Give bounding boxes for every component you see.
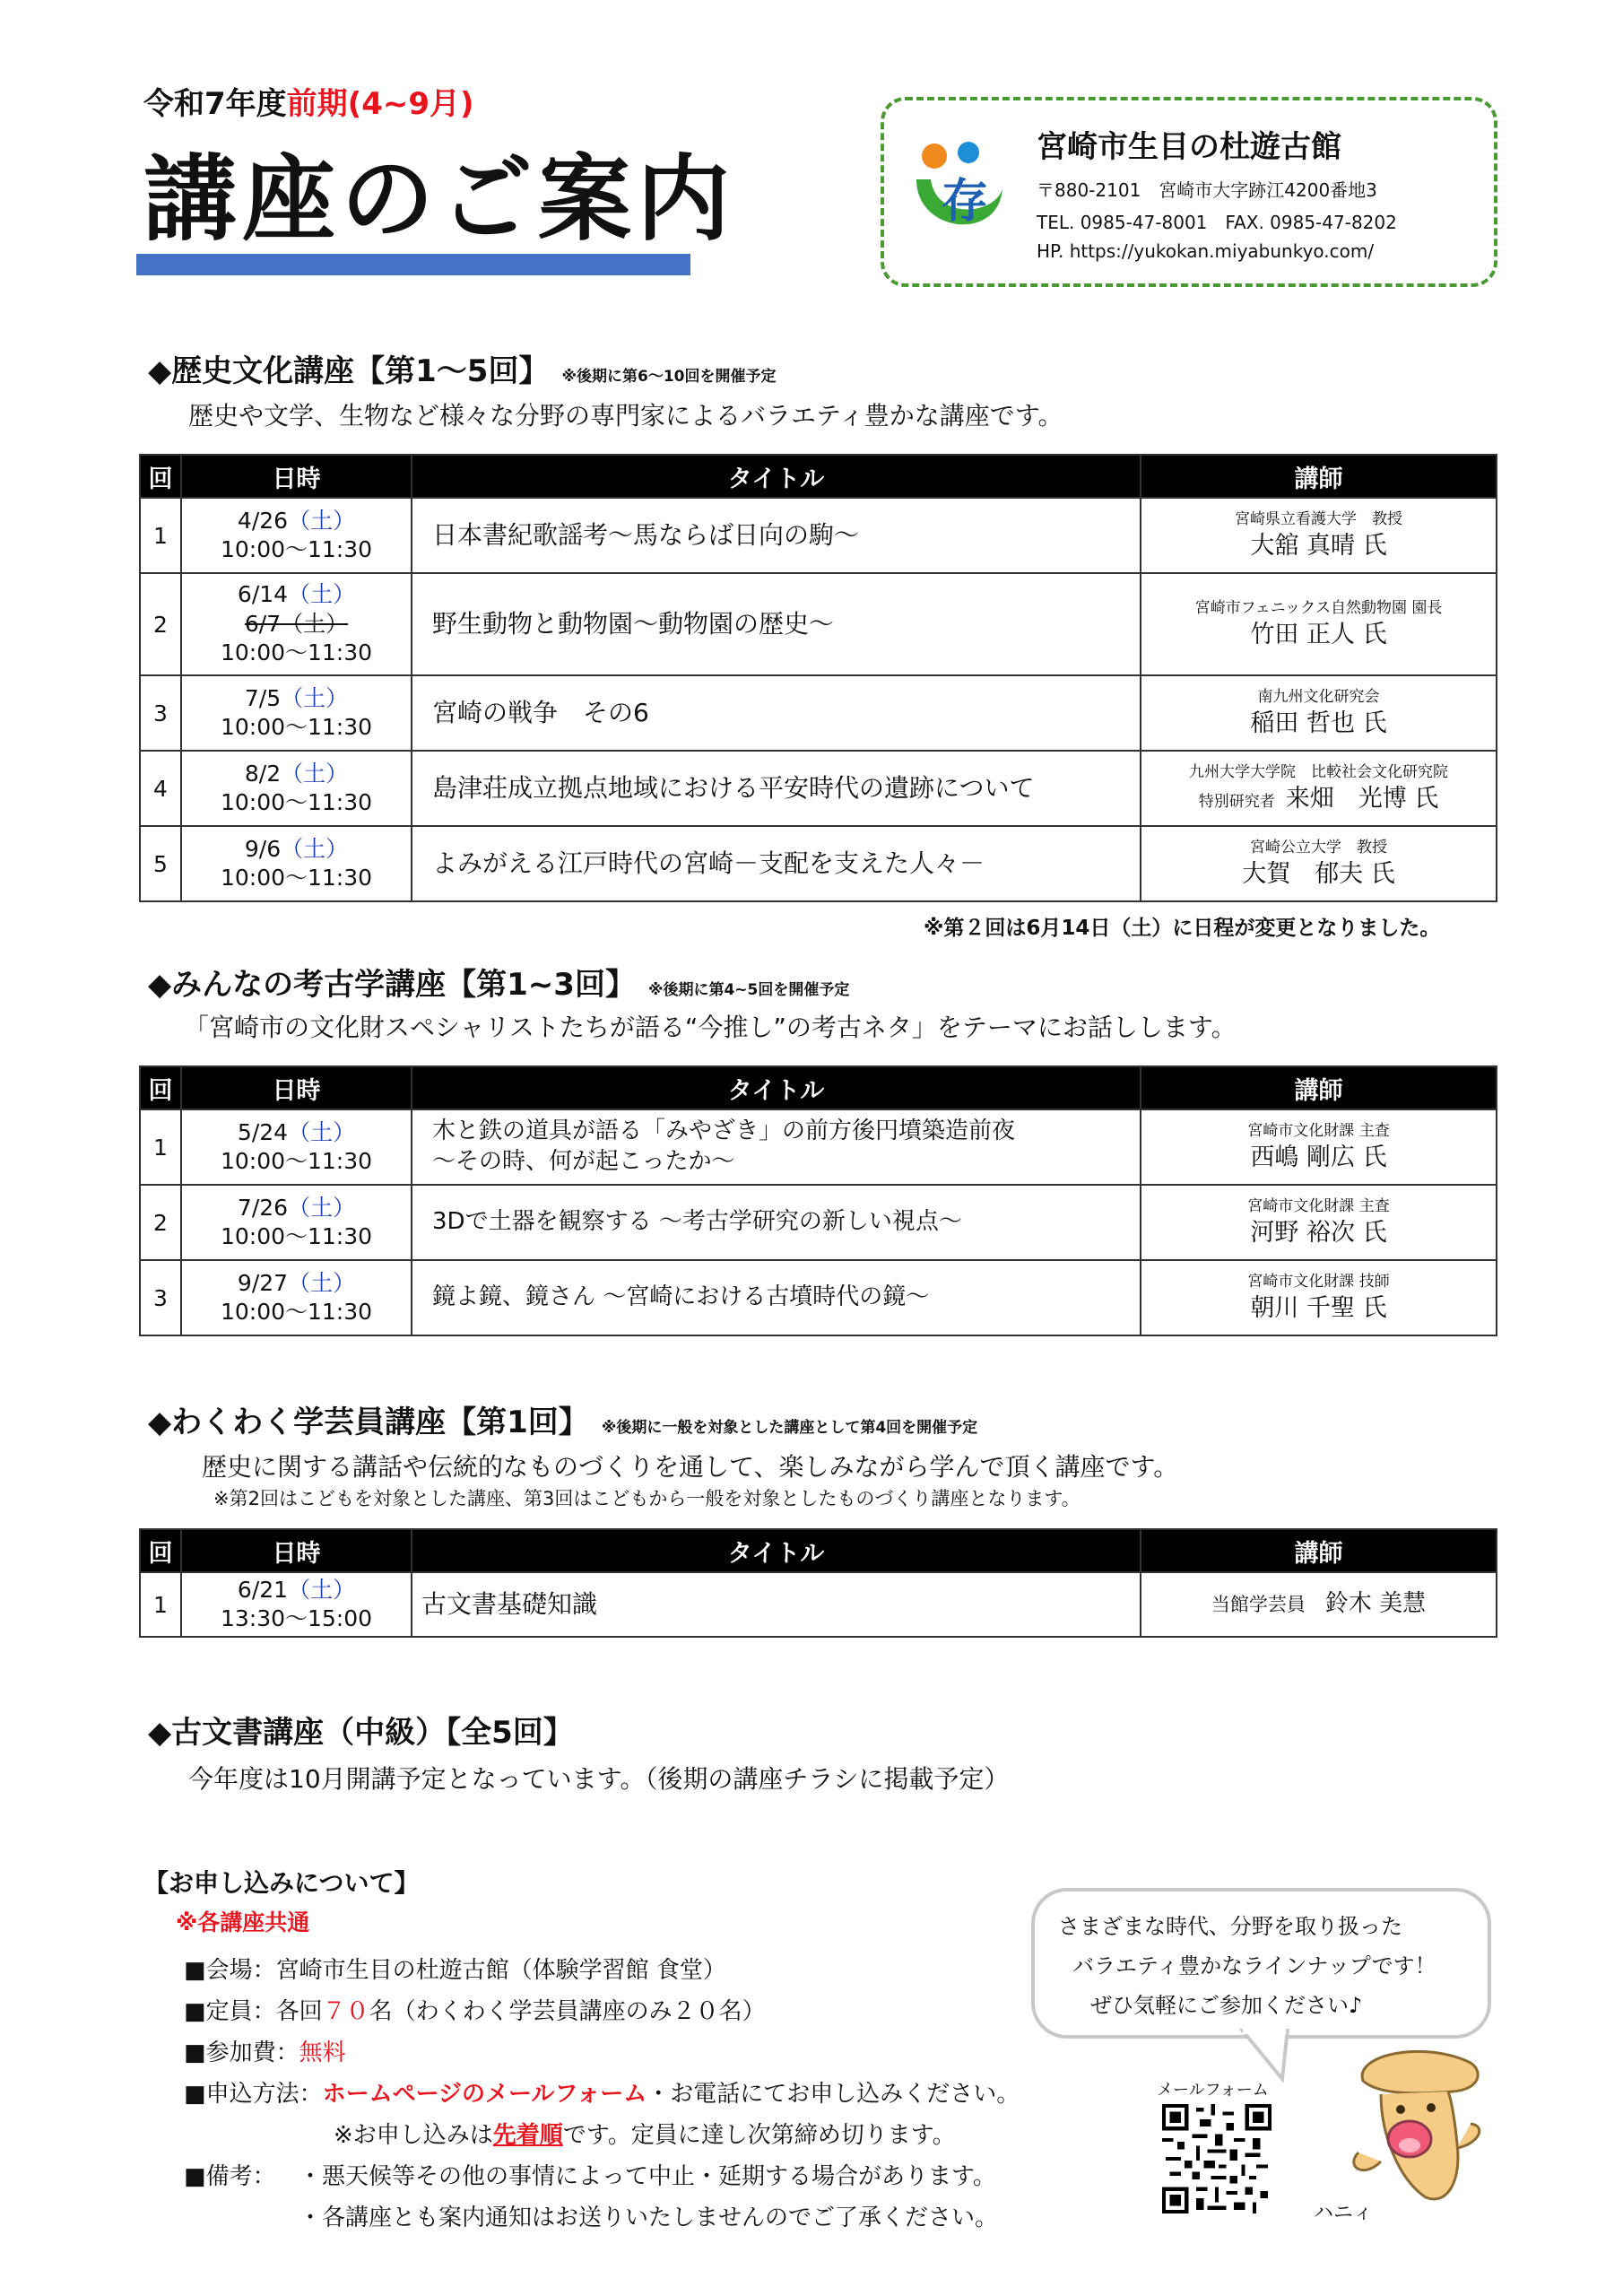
- row-title: 宮崎の戦争 その6: [412, 675, 1141, 751]
- row-date: [181, 1185, 412, 1260]
- table-row: [140, 675, 1497, 751]
- table-row: [140, 498, 1497, 573]
- col-no: 回: [140, 1066, 181, 1109]
- col-date: 日時: [181, 455, 412, 498]
- date: 7/26: [237, 1194, 289, 1221]
- svg-text:存: 存: [941, 175, 989, 229]
- order-post: です。定員に達し次第締め切ります。: [562, 2122, 956, 2149]
- method-line: [184, 2075, 1020, 2109]
- col-date: 日時: [181, 1529, 412, 1572]
- affiliation: 宮崎公立大学 教授: [1250, 839, 1387, 857]
- date: 5/24: [237, 1118, 289, 1145]
- time: 10:00～11:30: [220, 1223, 373, 1249]
- curator-lecture-table: [139, 1528, 1497, 1638]
- common-note: ※各講座共通: [176, 1909, 310, 1935]
- affiliation-title: 特別研究者: [1198, 792, 1275, 811]
- weekday: （土）: [288, 1194, 356, 1221]
- col-lecturer: 講師: [1141, 1066, 1497, 1109]
- fiscal-year: 令和7年度: [143, 86, 287, 122]
- date: 8/2: [244, 760, 282, 787]
- section-description: 「宮崎市の文化財スペシャリストたちが語る“今推し”の考古ネタ」をテーマにお話しします。: [184, 1013, 1237, 1042]
- section-description: 歴史や文学、生物など様々な分野の専門家によるバラエティ豊かな講座です。: [188, 401, 1063, 430]
- date: 9/27: [237, 1269, 289, 1296]
- row-no: 1: [140, 1109, 181, 1185]
- section-sub-note: ※第2回はこどもを対象とした講座、第3回はこどもから一般を対象としたものづくり講座となります。: [213, 1488, 1081, 1509]
- weekday: （土）: [288, 507, 356, 534]
- remarks-label: ■備考：: [184, 2163, 276, 2190]
- lecturer-name: 河野 裕次 氏: [1250, 1218, 1387, 1247]
- weekday: （土）: [281, 760, 349, 787]
- table-row: [140, 573, 1497, 675]
- row-no: 2: [140, 573, 181, 675]
- time: 10:00～11:30: [220, 714, 373, 740]
- title-subline: ～その時、何が起こったか～: [432, 1148, 735, 1175]
- weekday: （土）: [281, 835, 349, 862]
- row-title: 野生動物と動物園～動物園の歴史～: [412, 573, 1141, 675]
- lecturer-name: 西嶋 剛広 氏: [1250, 1143, 1387, 1171]
- lecturer-name: 竹田 正人 氏: [1250, 620, 1387, 648]
- lecturer-name: [1141, 783, 1496, 814]
- mascot-name: ハニィ: [1314, 2202, 1374, 2224]
- capacity-post: 名（わくわく学芸員講座のみ２０名）: [369, 1998, 766, 2025]
- remark-2: ・各講座とも案内通知はお送りいたしませんのでご了承ください。: [299, 2205, 999, 2231]
- section-description: 今年度は10月開講予定となっています。（後期の講座チラシに掲載予定）: [188, 1764, 1010, 1794]
- row-date: [181, 573, 412, 675]
- weekday: （土）: [288, 581, 356, 608]
- row-title: 鏡よ鏡、鏡さん ～宮崎における古墳時代の鏡～: [412, 1260, 1141, 1335]
- weekday: （土）: [288, 1269, 356, 1296]
- table-row: [140, 1185, 1497, 1260]
- row-no: 2: [140, 1185, 181, 1260]
- schedule-change-note: ※第２回は6月14日（土）に日程が変更となりました。: [924, 917, 1441, 940]
- affiliation: 宮崎市文化財課 技師: [1247, 1273, 1390, 1292]
- row-date: [181, 751, 412, 826]
- row-date: [181, 675, 412, 751]
- archaeology-lecture-table: [139, 1065, 1497, 1336]
- page-title: 講座のご案内: [143, 144, 736, 254]
- date: 7/5: [244, 684, 282, 711]
- old-date: 6/7（土）: [244, 610, 349, 637]
- section-heading-history: [148, 346, 776, 390]
- table-header-row: [140, 455, 1497, 498]
- section-note: ※後期に第6～10回を開催予定: [561, 368, 777, 386]
- col-date: 日時: [181, 1066, 412, 1109]
- section-title: ◆みんなの考古学講座【第1~3回】: [148, 967, 636, 1003]
- method-label: ■申込方法：: [184, 2081, 323, 2108]
- title-underline: [136, 254, 690, 275]
- time: 10:00～11:30: [220, 536, 373, 562]
- section-heading-komonjo: ◆古文書講座（中級）【全5回】: [148, 1715, 574, 1751]
- fiscal-year-label: [143, 79, 474, 123]
- capacity-label: ■定員：: [184, 1998, 276, 2025]
- time: 10:00～11:30: [220, 639, 373, 666]
- table-row: [140, 1260, 1497, 1335]
- row-lecturer: [1141, 1185, 1497, 1260]
- lecturer-name-text: 来畑 光博 氏: [1285, 784, 1439, 813]
- first-come-label: 先着順: [492, 2122, 563, 2149]
- row-title: よみがえる江戸時代の宮崎－支配を支えた人々－: [412, 826, 1141, 901]
- date: 4/26: [237, 507, 289, 534]
- tel-fax: TEL. 0985-47-8001 FAX. 0985-47-8202: [1037, 212, 1397, 233]
- order-note: [334, 2117, 956, 2150]
- fee-label: ■参加費：: [184, 2039, 299, 2066]
- table-row: [140, 1572, 1497, 1637]
- row-no: 5: [140, 826, 181, 901]
- row-no: 3: [140, 1260, 181, 1335]
- row-title: [412, 1109, 1141, 1185]
- weekday: （土）: [281, 684, 349, 711]
- col-title: タイトル: [412, 455, 1141, 498]
- homepage-link[interactable]: HP. https://yukokan.miyabunkyo.com/: [1037, 240, 1375, 262]
- museum-logo-icon: [909, 135, 1008, 251]
- row-date: [181, 1260, 412, 1335]
- affiliation: 宮崎市文化財課 主査: [1247, 1122, 1390, 1141]
- row-lecturer: [1141, 1109, 1497, 1185]
- section-title: ◆わくわく学芸員講座【第1回】: [148, 1405, 589, 1440]
- term-label: 前期(4~9月): [286, 86, 474, 122]
- date: 6/14: [237, 581, 289, 608]
- lecturer-name: 朝川 千聖 氏: [1250, 1293, 1387, 1322]
- venue: 宮崎市生目の杜遊古館（体験学習館 食堂）: [275, 1957, 726, 1984]
- lecturer-name: 稲田 哲也 氏: [1250, 709, 1387, 737]
- weekday: （土）: [288, 1576, 356, 1603]
- method-rest: ・お電話にてお申し込みください。: [647, 2081, 1020, 2108]
- affiliation: 宮崎市フェニックス自然動物園 園長: [1194, 599, 1443, 618]
- bubble-line-2: バラエティ豊かなラインナップです！: [1072, 1953, 1436, 1979]
- remarks-line: [184, 2158, 996, 2191]
- row-no: 1: [140, 498, 181, 573]
- table-row: [140, 751, 1497, 826]
- time: 10:00～11:30: [220, 865, 373, 891]
- row-lecturer: [1141, 573, 1497, 675]
- qr-label: メールフォーム: [1157, 2081, 1269, 2100]
- table-row: [140, 826, 1497, 901]
- capacity-line: [184, 1993, 766, 2026]
- row-date: [181, 826, 412, 901]
- row-title: 3Dで土器を観察する ～考古学研究の新しい視点～: [412, 1185, 1141, 1260]
- row-date: [181, 1109, 412, 1185]
- row-no: 4: [140, 751, 181, 826]
- affiliation: 当館学芸員: [1211, 1594, 1306, 1616]
- lecturer-name: 鈴木 美慧: [1324, 1590, 1427, 1618]
- col-lecturer: 講師: [1141, 455, 1497, 498]
- row-no: 3: [140, 675, 181, 751]
- capacity-number: ７０: [322, 1998, 369, 2025]
- section-heading-archaeology: [148, 960, 849, 1004]
- row-lecturer: [1141, 1260, 1497, 1335]
- time: 13:30～15:00: [220, 1605, 373, 1631]
- section-note: ※後期に第4~5回を開催予定: [647, 981, 850, 999]
- table-row: [140, 1109, 1497, 1185]
- table-header-row: [140, 1529, 1497, 1572]
- affiliation: 宮崎県立看護大学 教授: [1235, 510, 1402, 529]
- venue-line: [184, 1952, 726, 1985]
- bubble-tail-icon: [1237, 2029, 1291, 2083]
- col-no: 回: [140, 455, 181, 498]
- date: 9/6: [244, 835, 282, 862]
- row-title: 古文書基礎知識: [412, 1572, 1141, 1637]
- row-title: 島津荘成立拠点地域における平安時代の遺跡について: [412, 751, 1141, 826]
- bubble-line-3: ぜひ気軽にご参加ください♪: [1090, 1993, 1363, 2018]
- capacity-pre: 各回: [275, 1998, 323, 2025]
- row-lecturer: [1141, 1572, 1497, 1637]
- col-title: タイトル: [412, 1529, 1141, 1572]
- mail-form-link[interactable]: ホームページのメールフォーム: [322, 2081, 647, 2108]
- org-name: 宮崎市生目の杜遊古館: [1037, 129, 1341, 165]
- order-pre: ※お申し込みは: [334, 2122, 493, 2149]
- section-title: ◆歴史文化講座【第1～5回】: [148, 353, 550, 389]
- section-note: ※後期に一般を対象とした講座として第4回を開催予定: [601, 1419, 978, 1437]
- table-header-row: [140, 1066, 1497, 1109]
- row-lecturer: [1141, 675, 1497, 751]
- row-lecturer: [1141, 498, 1497, 573]
- row-date: [181, 1572, 412, 1637]
- fee: 無料: [299, 2039, 346, 2066]
- section-heading-curator: [148, 1397, 977, 1441]
- time: 10:00～11:30: [220, 1148, 373, 1174]
- affiliation: 九州大学大学院 比較社会文化研究院: [1189, 763, 1448, 782]
- col-title: タイトル: [412, 1066, 1141, 1109]
- lecturer-name: 大賀 郁夫 氏: [1242, 859, 1395, 888]
- history-lecture-table: [139, 454, 1497, 902]
- address: 〒880-2101 宮崎市大字跡江4200番地3: [1037, 179, 1377, 201]
- venue-label: ■会場：: [184, 1957, 276, 1984]
- row-lecturer: [1141, 826, 1497, 901]
- lecturer-name: 大舘 真晴 氏: [1250, 531, 1387, 560]
- col-lecturer: 講師: [1141, 1529, 1497, 1572]
- bubble-line-1: さまざまな時代、分野を取り扱った: [1058, 1914, 1402, 1939]
- row-lecturer: [1141, 751, 1497, 826]
- remark-1: ・悪天候等その他の事情によって中止・延期する場合があります。: [299, 2163, 996, 2190]
- affiliation: 宮崎市文化財課 主査: [1247, 1197, 1390, 1216]
- time: 10:00～11:30: [220, 789, 373, 815]
- time: 10:00～11:30: [220, 1299, 373, 1325]
- title-line: 木と鉄の道具が語る「みやざき」の前方後円墳築造前夜: [432, 1118, 1016, 1145]
- weekday: （土）: [288, 1118, 356, 1145]
- fee-line: [184, 2034, 346, 2067]
- row-date: [181, 498, 412, 573]
- col-no: 回: [140, 1529, 181, 1572]
- affiliation: 南九州文化研究会: [1257, 688, 1380, 707]
- application-heading: 【お申し込みについて】: [143, 1868, 420, 1898]
- qr-code-icon[interactable]: [1162, 2104, 1271, 2213]
- row-no: 1: [140, 1572, 181, 1637]
- section-description: 歴史に関する講話や伝統的なものづくりを通して、楽しみながら学んで頂く講座です。: [202, 1452, 1179, 1482]
- date: 6/21: [237, 1576, 289, 1603]
- row-title: 日本書紀歌謡考～馬ならば日向の駒～: [412, 498, 1141, 573]
